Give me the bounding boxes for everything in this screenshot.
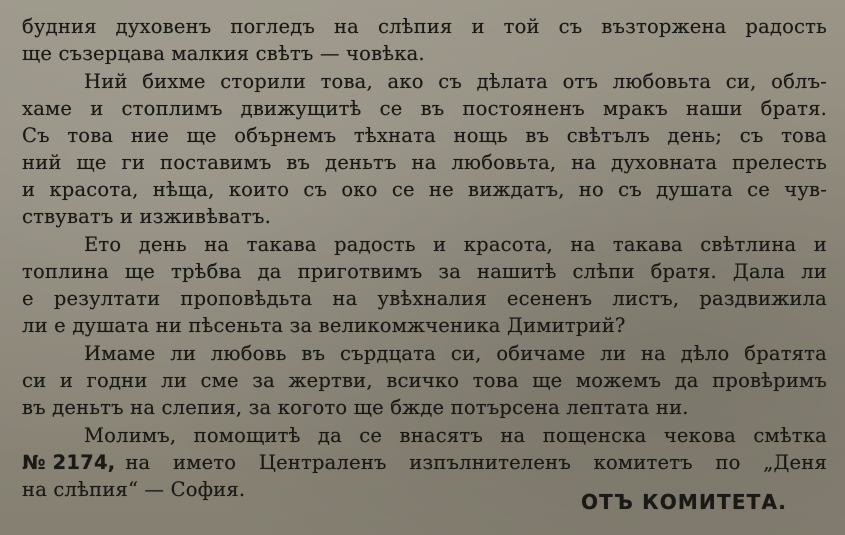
text-line: Ний бихме сторили това, ако съ дѣлата отъ любовьта си, облъ-	[84, 70, 827, 93]
text-line-tail: на името Централенъ изпълнителенъ комитетъ по „Деня	[125, 451, 827, 474]
text-line: ствуватъ и изживѣватъ.	[22, 205, 272, 228]
text-line-with-account	[22, 450, 827, 476]
account-number: № 2174,	[22, 451, 116, 474]
text-line: Съ това ние ще обърнемъ тѣхната нощь въ свѣтълъ день; съ това	[22, 124, 827, 147]
text-line: будния духовенъ погледъ на слѣпия и той съ възторжена радость	[22, 15, 827, 38]
text-line: въ деньтъ на слепия, за когото ще бжде потърсена лептата ни.	[22, 396, 689, 419]
text-line: ний ще ги поставимъ въ деньтъ на любовьта, на духовната прелесть	[22, 151, 827, 174]
text-line: Ето день на такава радость и красота, на такава свѣтлина и	[84, 233, 827, 256]
text-line: на слѣпия“ — София.	[22, 478, 246, 501]
text-line: Молимъ, помощитѣ да се внасятъ на пощенска чекова смѣтка	[84, 424, 827, 447]
text-line: топлина ще трѣбва да приготвимъ за нашитѣ слѣпи братя. Дала ли	[22, 260, 827, 283]
text-line: ли е душата ни пѣсеньта за великомжченика Димитрий?	[22, 314, 626, 337]
text-line: си и годни ли сме за жертви, всичко това ще можемъ да провѣримъ	[22, 369, 827, 392]
text-line: ще съзерцава малкия свѣтъ — човѣка.	[22, 42, 425, 65]
signature: ОТЪ КОМИТЕТА.	[580, 490, 787, 514]
text-line: хаме и стоплимъ движущитѣ се въ постояненъ мракъ наши братя.	[22, 97, 827, 120]
text-line: е резултати проповѣдьта на увѣхналия есененъ листъ, раздвижила	[22, 287, 827, 310]
text-line: Имаме ли любовь въ сърдцата си, обичаме ли на дѣло братята	[84, 342, 827, 365]
text-line: и красота, нѣща, които съ око се не виждатъ, но съ душата се чув-	[22, 178, 827, 201]
